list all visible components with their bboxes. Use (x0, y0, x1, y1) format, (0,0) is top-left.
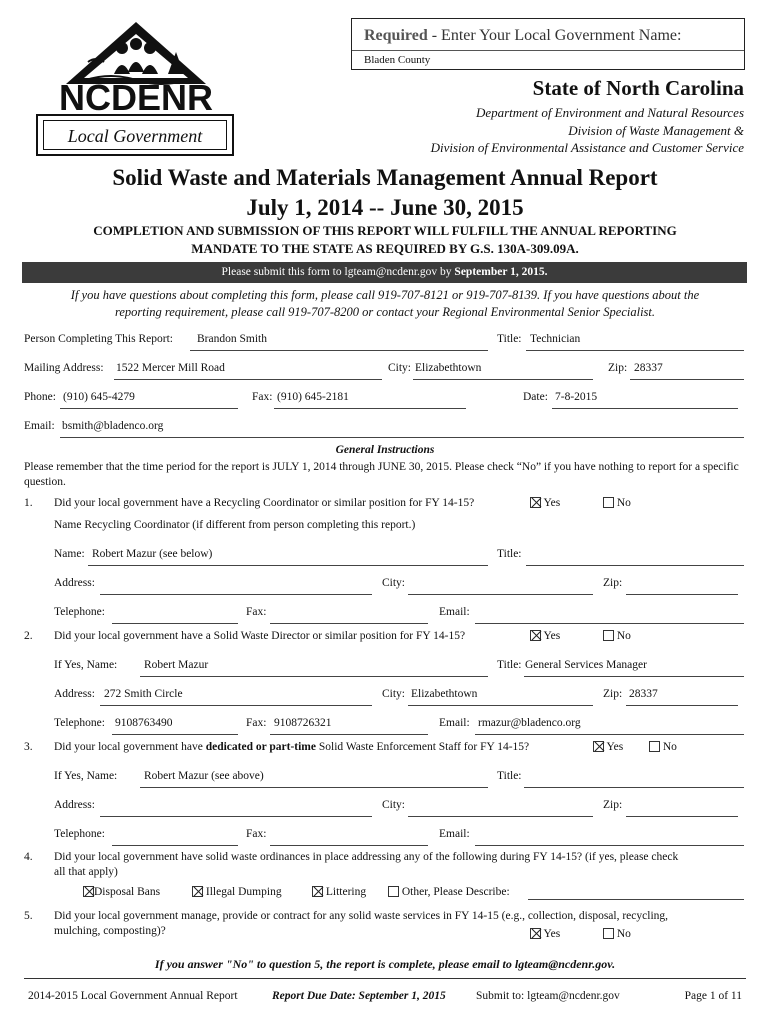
person-field[interactable]: Brandon Smith (197, 333, 267, 345)
mandate-text: COMPLETION AND SUBMISSION OF THIS REPORT WILL FULFILL THE ANNUAL REPORTING MANDATE TO THE STATE AS REQUIRED BY G.S. 130A-309.09A. (93, 223, 677, 256)
footer-due-date: Report Due Date: September 1, 2015 (272, 990, 446, 1002)
date-label: Date: (523, 391, 548, 403)
q5-yes[interactable]: Yes (530, 928, 560, 940)
report-period: July 1, 2014 -- June 30, 2015 (246, 195, 524, 220)
q3-city-label: City: (382, 799, 406, 811)
q2-address-label: Address: (54, 688, 95, 700)
title-field[interactable]: Technician (530, 333, 581, 345)
q5-no-checkbox[interactable] (603, 928, 614, 939)
q1-name-label: Name: (54, 548, 85, 560)
footer-page-number: Page 1 of 11 (684, 990, 742, 1002)
q1-no-checkbox[interactable] (603, 497, 614, 508)
email-field[interactable]: bsmith@bladenco.org (62, 420, 164, 432)
page-footer (24, 978, 746, 1007)
q4-number: 4. (24, 851, 33, 863)
q3-telephone-label: Telephone: (54, 828, 105, 840)
q2-telephone-label: Telephone: (54, 717, 105, 729)
q2-telephone-field[interactable]: 9108763490 (115, 717, 173, 729)
littering-checkbox[interactable] (312, 886, 323, 897)
q1-fax-label: Fax: (246, 606, 267, 618)
final-note: If you answer "No" to question 5, the report is complete, please email to lgteam@ncdenr.gov. (154, 957, 616, 971)
city-label: City: (388, 362, 412, 374)
q1-city-label: City: (382, 577, 406, 589)
q2-name-field[interactable]: Robert Mazur (144, 659, 209, 671)
q1-no[interactable]: No (603, 497, 631, 509)
general-instructions-text: Please remember that the time period for the report is JULY 1, 2014 through JUNE 30, 2015. Please check “No” if you have nothing to report for a specific question. (24, 461, 739, 488)
q2-fax-field[interactable]: 9108726321 (274, 717, 332, 729)
zip-field[interactable]: 28337 (634, 362, 663, 374)
q1-title-label: Title: (497, 548, 522, 560)
q1-yes[interactable]: Yes (530, 497, 560, 509)
q2-number: 2. (24, 630, 33, 642)
q5-number: 5. (24, 910, 33, 922)
fax-label: Fax: (252, 391, 273, 403)
submit-banner: Please submit this form to lgteam@ncdenr.gov by September 1, 2015. (22, 262, 747, 283)
q2-title-field[interactable]: General Services Manager (525, 659, 647, 671)
q1-zip-label: Zip: (603, 577, 623, 589)
q2-no-checkbox[interactable] (603, 630, 614, 641)
q3-no[interactable]: No (649, 741, 677, 753)
footer-report-name: 2014-2015 Local Government Annual Report (28, 990, 238, 1002)
date-field[interactable]: 7-8-2015 (555, 391, 598, 403)
person-label: Person Completing This Report: (24, 333, 173, 345)
q4-option-littering[interactable]: Littering (312, 886, 366, 898)
q4-option-disposal-bans[interactable]: Disposal Bans (83, 886, 160, 898)
state-heading: State of North Carolina (532, 76, 744, 100)
q1-email-label: Email: (439, 606, 470, 618)
q2-address-field[interactable]: 272 Smith Circle (104, 688, 183, 700)
title-label: Title: (497, 333, 522, 345)
q3-email-label: Email: (439, 828, 470, 840)
q4-option-illegal-dumping[interactable]: Illegal Dumping (192, 886, 282, 898)
q1-sub: Name Recycling Coordinator (if different from person completing this report.) (54, 519, 416, 531)
q3-yes[interactable]: Yes (593, 741, 623, 753)
q3-title-label: Title: (497, 770, 522, 782)
q3-yes-checkbox[interactable] (593, 741, 604, 752)
illegal-dumping-checkbox[interactable] (192, 886, 203, 897)
q3-name-label: If Yes, Name: (54, 770, 118, 782)
q1-text: Did your local government have a Recycling Coordinator or similar position for FY 14-15? (54, 497, 475, 509)
mailing-address-field[interactable]: 1522 Mercer Mill Road (116, 362, 225, 374)
q3-fax-label: Fax: (246, 828, 267, 840)
help-note: If you have questions about completing this form, please call 919-707-8121 or 919-707-8139. If you have questions about the reporting requirement, please call 919-707-8200 or contact your Regional Environmental Senior Specialist. (70, 288, 700, 319)
q2-no[interactable]: No (603, 630, 631, 642)
q2-email-label: Email: (439, 717, 470, 729)
q1-telephone-label: Telephone: (54, 606, 105, 618)
email-label: Email: (24, 420, 55, 432)
q1-number: 1. (24, 497, 33, 509)
q1-name-field[interactable]: Robert Mazur (see below) (92, 548, 213, 560)
local-government-name-box (351, 18, 745, 70)
q4-text-line1: Did your local government have solid waste ordinances in place addressing any of the following during FY 14-15? (if yes, please check (54, 851, 679, 863)
q2-name-label: If Yes, Name: (54, 659, 118, 671)
q2-text: Did your local government have a Solid Waste Director or similar position for FY 14-15? (54, 630, 466, 642)
q1-yes-checkbox[interactable] (530, 497, 541, 508)
q3-address-label: Address: (54, 799, 95, 811)
zip-label: Zip: (608, 362, 628, 374)
q3-name-field[interactable]: Robert Mazur (see above) (144, 770, 264, 782)
q1-address-label: Address: (54, 577, 95, 589)
logo-brand-text: NCDENR (58, 77, 214, 118)
q5-no[interactable]: No (603, 928, 631, 940)
q2-zip-field[interactable]: 28337 (629, 688, 658, 700)
q3-zip-label: Zip: (603, 799, 623, 811)
q2-city-field[interactable]: Elizabethtown (411, 688, 478, 700)
q3-no-checkbox[interactable] (649, 741, 660, 752)
q2-yes-checkbox[interactable] (530, 630, 541, 641)
q2-yes[interactable]: Yes (530, 630, 560, 642)
other-checkbox[interactable] (388, 886, 399, 897)
q2-title-label: Title: (497, 659, 522, 671)
report-title: Solid Waste and Materials Management Annual Report (112, 165, 658, 190)
q2-city-label: City: (382, 688, 406, 700)
fax-field[interactable]: (910) 645-2181 (277, 391, 349, 403)
q2-zip-label: Zip: (603, 688, 623, 700)
department-block: Department of Environment and Natural Resources Division of Waste Management & Division of Environmental Assistance and Customer Service (430, 105, 744, 155)
local-government-badge: Local Government (36, 114, 234, 156)
footer-submit: Submit to: lgteam@ncdenr.gov (476, 990, 620, 1002)
disposal-bans-checkbox[interactable] (83, 886, 94, 897)
q4-option-other[interactable]: Other, Please Describe: (388, 886, 510, 898)
other-describe-field[interactable] (528, 899, 744, 900)
required-label: Required - Enter Your Local Government Name: (364, 27, 682, 44)
q5-text-line1: Did your local government manage, provide or contract for any solid waste services in FY 14-15 (e.g., collection, disposal, recycling, (54, 910, 669, 922)
q2-fax-label: Fax: (246, 717, 267, 729)
local-government-name-field[interactable]: Bladen County (364, 54, 431, 66)
q2-email-field[interactable]: rmazur@bladenco.org (478, 717, 581, 729)
phone-label: Phone: (24, 391, 56, 403)
general-instructions-title: General Instructions (335, 444, 435, 456)
phone-field[interactable]: (910) 645-4279 (63, 391, 135, 403)
q3-number: 3. (24, 741, 33, 753)
q5-yes-checkbox[interactable] (530, 928, 541, 939)
q5-text-line2: mulching, composting)? (54, 925, 166, 937)
q4-text-line2: all that apply) (54, 866, 118, 878)
mailing-address-label: Mailing Address: (24, 362, 104, 374)
city-field[interactable]: Elizabethtown (415, 362, 482, 374)
q3-text: Did your local government have dedicated or part-time Solid Waste Enforcement Staff for FY 14-15? (54, 741, 530, 753)
